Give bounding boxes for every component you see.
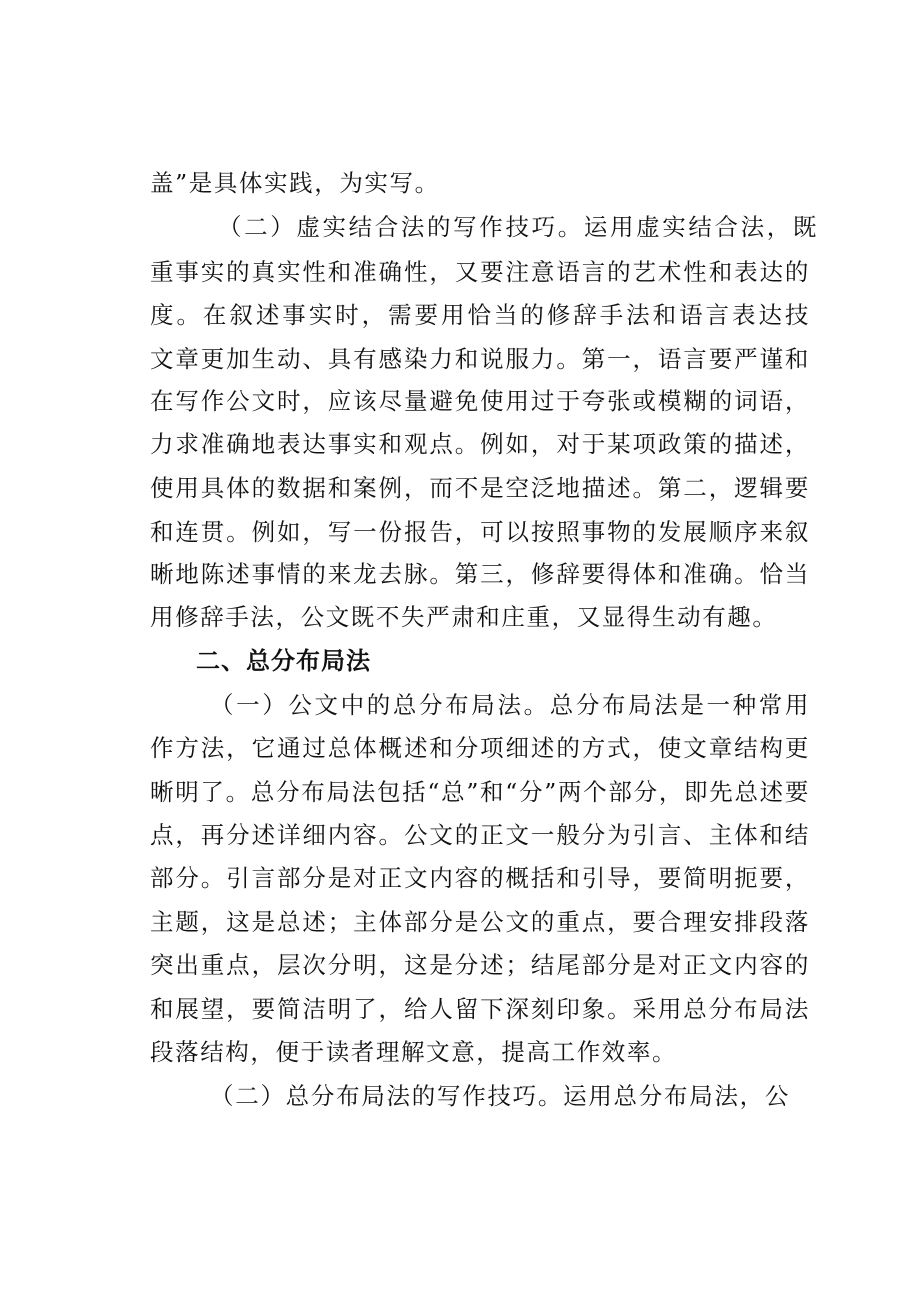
body-text-line: 作方法，它通过总体概述和分项细述的方式，使文章结构更 — [150, 734, 810, 762]
body-text-line: 点，再分述详细内容。公文的正文一般分为引言、主体和结 — [150, 821, 810, 849]
body-text-line: 和展望，要简洁明了，给人留下深刻印象。采用总分布局法 — [150, 995, 810, 1023]
body-text-line: （二）虚实结合法的写作技巧。运用虚实结合法，既 — [218, 213, 818, 241]
section-heading: 二、总分布局法 — [196, 647, 371, 675]
body-text-line: 重事实的真实性和准确性，又要注意语言的艺术性和表达的 — [150, 258, 810, 286]
body-text-line: 力求准确地表达事实和观点。例如，对于某项政策的描述， — [150, 430, 810, 458]
body-text-line: 文章更加生动、具有感染力和说服力。第一，语言要严谨和 — [150, 345, 810, 373]
body-text-line: 和连贯。例如，写一份报告，可以按照事物的发展顺序来叙 — [150, 518, 810, 546]
body-text-line: 晰地陈述事情的来龙去脉。第三，修辞要得体和准确。恰当 — [150, 560, 810, 588]
body-text-line: （二）总分布局法的写作技巧。运用总分布局法，公 — [210, 1082, 790, 1110]
body-text-line: 度。在叙述事实时，需要用恰当的修辞手法和语言表达技 — [150, 301, 810, 329]
body-text-line: 主题，这是总述；主体部分是公文的重点，要合理安排段落 — [150, 908, 810, 936]
body-text-line: 用修辞手法，公文既不失严肃和庄重，又显得生动有趣。 — [150, 603, 778, 631]
body-text-line: 突出重点，层次分明，这是分述；结尾部分是对正文内容的 — [150, 951, 810, 979]
body-text-line: 段落结构，便于读者理解文意，提高工作效率。 — [150, 1038, 678, 1066]
body-text-line: （一）公文中的总分布局法。总分布局法是一种常用 — [210, 691, 810, 719]
body-text-line: 部分。引言部分是对正文内容的概括和引导，要简明扼要， — [150, 864, 810, 892]
body-text-line: 盖”是具体实践，为实写。 — [150, 169, 440, 197]
body-text-line: 晰明了。总分布局法包括“总”和“分”两个部分，即先总述要 — [150, 778, 810, 806]
body-text-line: 使用具体的数据和案例，而不是空泛地描述。第二，逻辑要 — [150, 474, 810, 502]
body-text-line: 在写作公文时，应该尽量避免使用过于夸张或模糊的词语， — [150, 387, 810, 415]
